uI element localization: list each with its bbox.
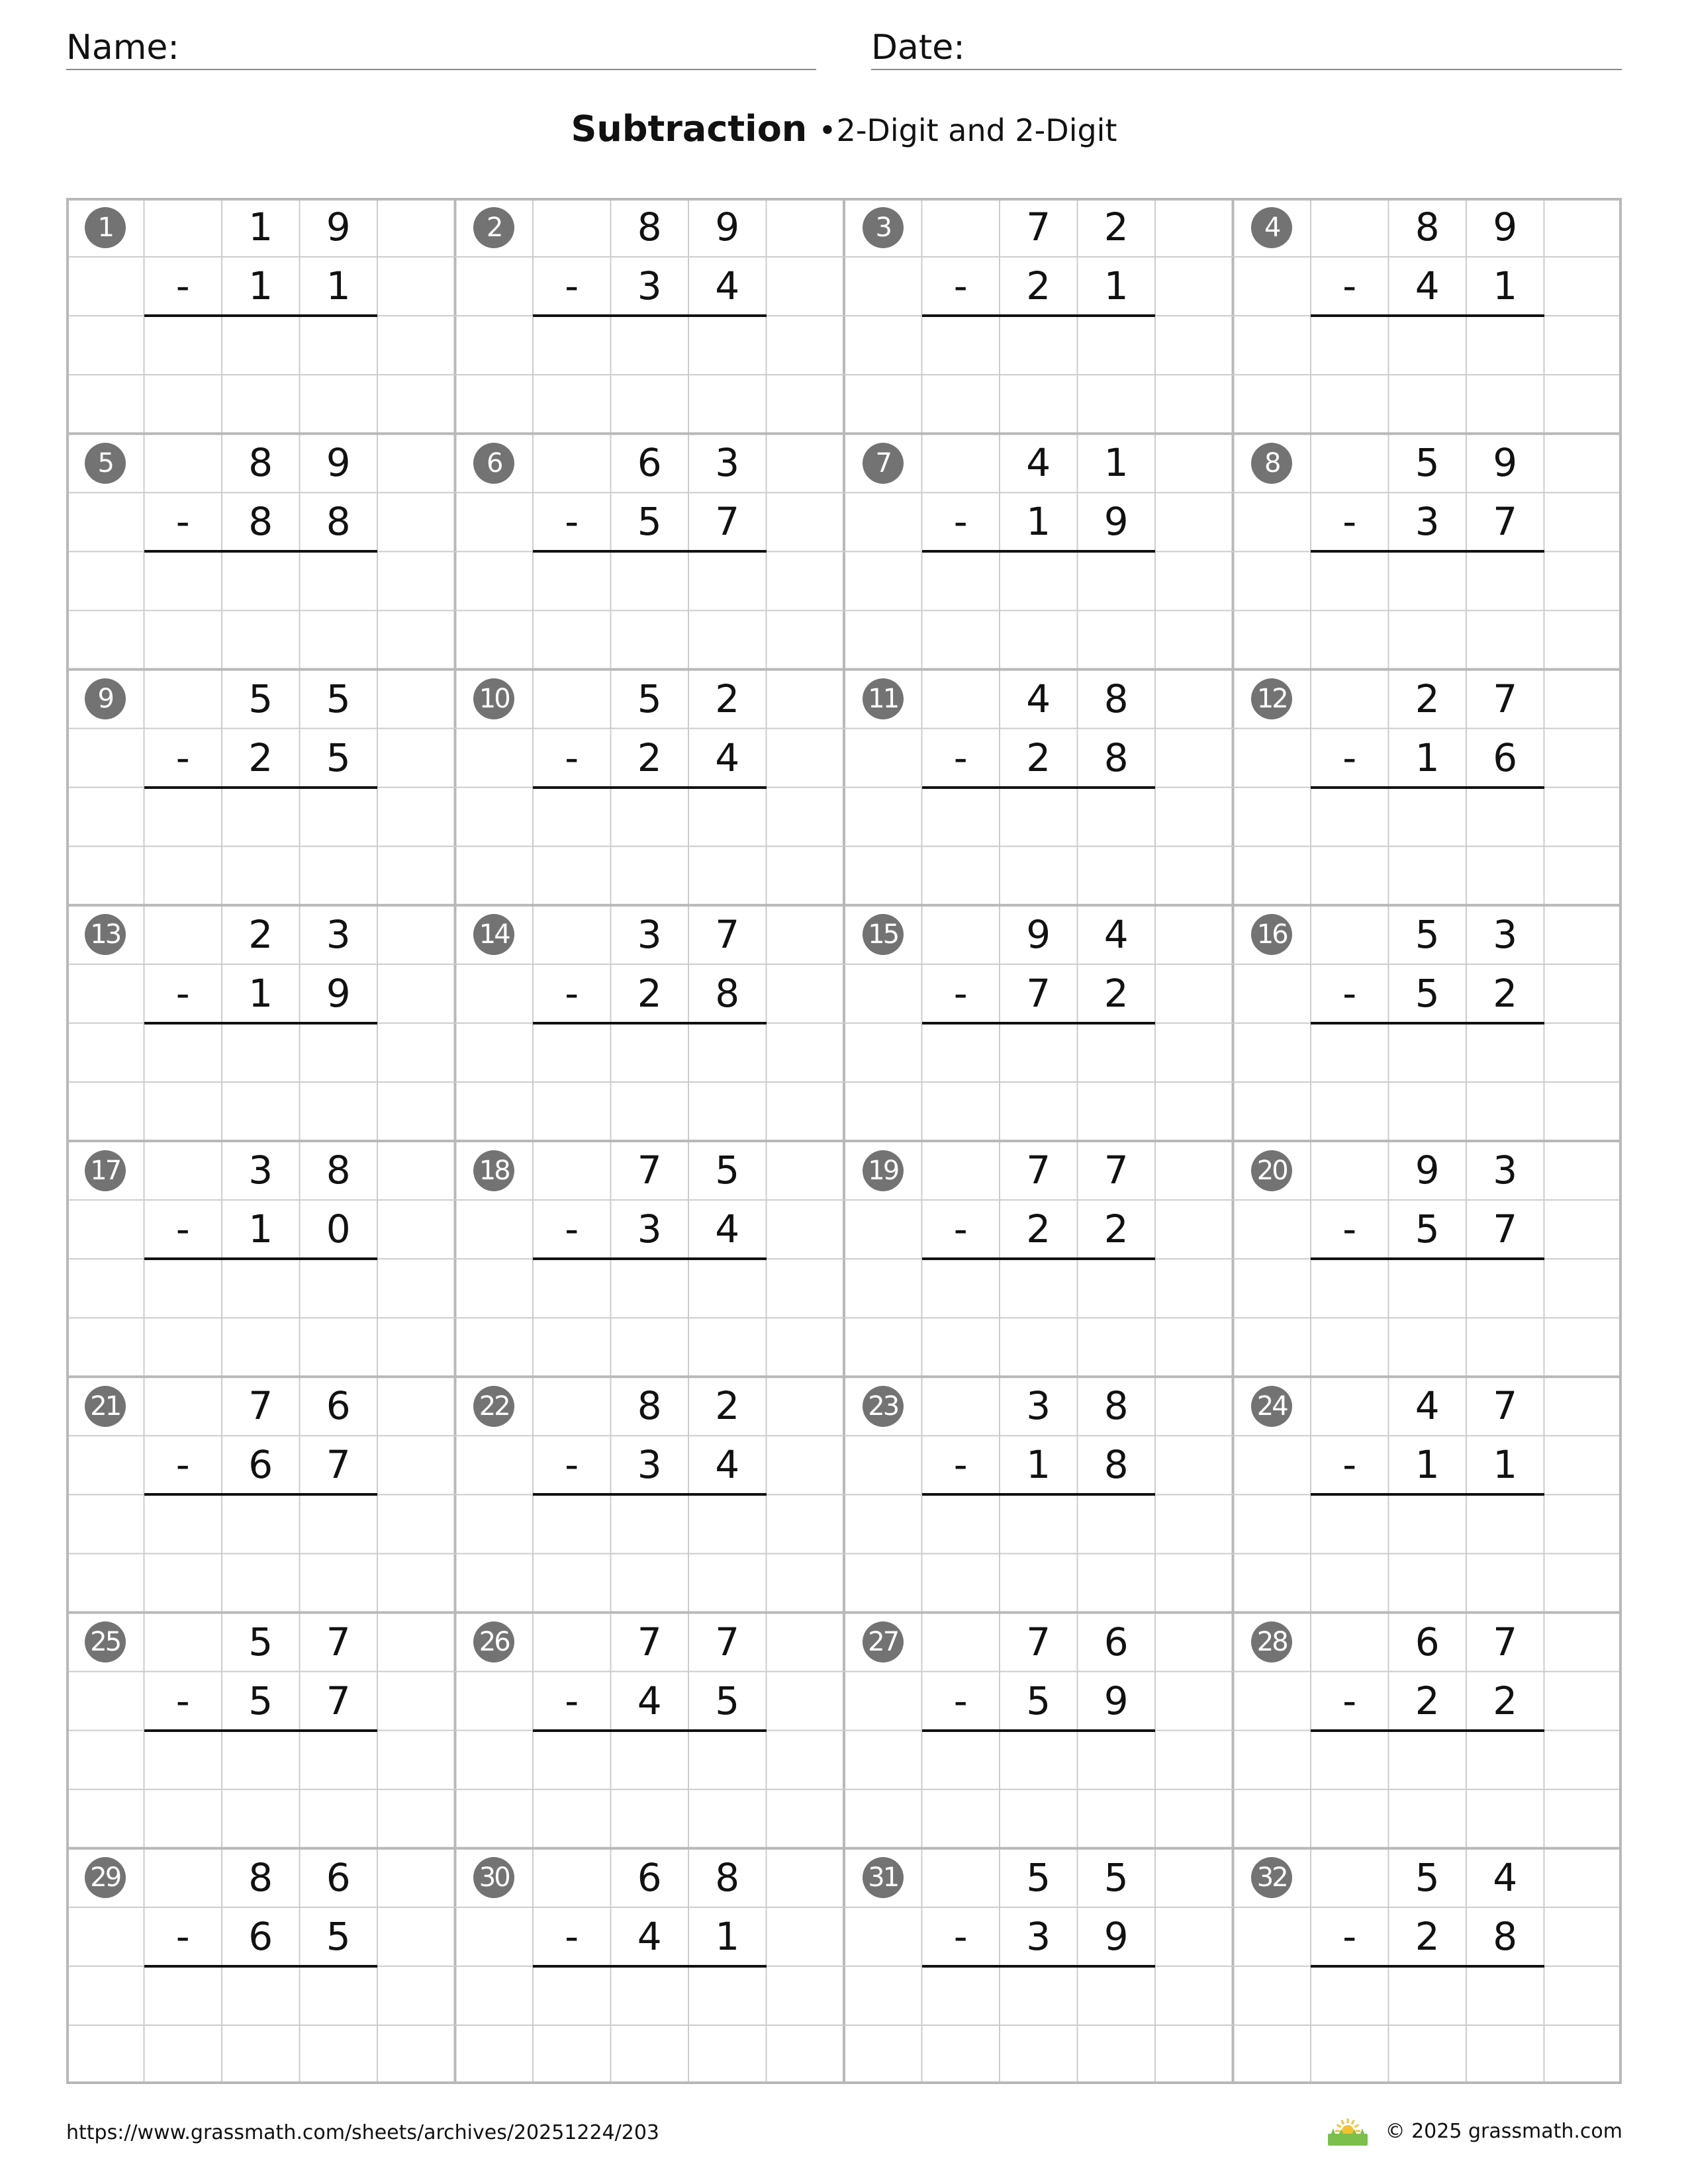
subtrahend-digit: 2 (1103, 970, 1129, 1016)
answer-area[interactable] (533, 316, 767, 433)
subtrahend-digit: 6 (248, 1913, 273, 1959)
footer-copyright: © 2025 grassmath.com (1385, 2119, 1622, 2143)
minuend-digit: 6 (326, 1854, 351, 1900)
subtrahend-digit: 4 (715, 263, 740, 309)
problem-card (66, 905, 455, 1141)
minus-sign: - (1342, 970, 1357, 1016)
answer-area[interactable] (533, 1731, 767, 1848)
subtrahend-digit: 5 (326, 1913, 351, 1959)
minuend-digit: 3 (715, 440, 740, 486)
minuend-digit: 5 (326, 676, 351, 721)
minuend-digit: 5 (1103, 1854, 1129, 1900)
title-subtitle: 2-Digit and 2-Digit (836, 113, 1117, 148)
minus-sign: - (953, 499, 968, 545)
problem-number-badge: 11 (863, 678, 904, 719)
problem-number-badge: 7 (863, 443, 904, 484)
problem-card (844, 1613, 1233, 1848)
minuend-digit: 3 (248, 1148, 273, 1193)
problem-number-badge: 5 (85, 443, 126, 484)
subtrahend-digit: 5 (1415, 970, 1440, 1016)
minuend-digit: 3 (637, 911, 662, 957)
subtrahend-digit: 7 (715, 499, 740, 545)
problem-card (844, 433, 1233, 669)
problem-number-badge: 20 (1251, 1150, 1292, 1191)
answer-area[interactable] (1311, 1494, 1544, 1612)
title-main: Subtraction (571, 108, 808, 150)
problem-number-badge: 3 (863, 207, 904, 248)
problem-number-badge: 6 (473, 443, 514, 484)
answer-area[interactable] (144, 316, 378, 433)
subtrahend-digit: 4 (715, 735, 740, 780)
subtrahend-digit: 8 (1103, 1442, 1129, 1488)
problem-number-badge: 2 (473, 207, 514, 248)
minuend-digit: 1 (248, 205, 273, 250)
minuend-digit: 9 (1026, 911, 1051, 957)
subtrahend-digit: 2 (1026, 735, 1051, 780)
minuend-digit: 7 (1026, 1148, 1051, 1193)
subtrahend-digit: 0 (326, 1206, 351, 1252)
problem-card (455, 670, 845, 905)
minus-sign: - (953, 263, 968, 309)
minuend-digit: 5 (1415, 1854, 1440, 1900)
answer-area[interactable] (922, 1259, 1156, 1377)
minuend-digit: 4 (1103, 911, 1129, 957)
problem-card (455, 905, 845, 1141)
minus-sign: - (1342, 1913, 1357, 1959)
minuend-digit: 2 (1103, 205, 1129, 250)
minuend-digit: 7 (248, 1383, 273, 1429)
grassmath-logo-icon (1326, 2116, 1370, 2146)
minus-sign: - (565, 263, 579, 309)
minus-sign: - (565, 970, 579, 1016)
minuend-digit: 8 (1103, 1383, 1129, 1429)
answer-area[interactable] (922, 788, 1156, 905)
minus-sign: - (1342, 1206, 1357, 1252)
answer-area[interactable] (144, 1731, 378, 1848)
answer-area[interactable] (144, 551, 378, 669)
subtrahend-digit: 7 (1493, 499, 1518, 545)
answer-area[interactable] (922, 1494, 1156, 1612)
subtrahend-digit: 1 (1493, 263, 1518, 309)
answer-area[interactable] (533, 551, 767, 669)
subtrahend-digit: 9 (1103, 499, 1129, 545)
problem-card (844, 1377, 1233, 1612)
minuend-digit: 8 (715, 1854, 740, 1900)
answer-area[interactable] (533, 788, 767, 905)
subtrahend-digit: 9 (326, 970, 351, 1016)
minuend-digit: 6 (1103, 1619, 1129, 1664)
subtrahend-digit: 9 (1103, 1678, 1129, 1723)
subtrahend-digit: 3 (637, 1206, 662, 1252)
problem-number-badge: 16 (1251, 914, 1292, 955)
answer-area[interactable] (144, 1494, 378, 1612)
subtrahend-digit: 5 (1026, 1678, 1051, 1723)
title-bullet: • (818, 113, 837, 148)
problem-number-badge: 26 (473, 1621, 514, 1662)
problem-card (455, 1848, 845, 2084)
minuend-digit: 7 (326, 1619, 351, 1664)
minuend-digit: 6 (637, 440, 662, 486)
minus-sign: - (1342, 263, 1357, 309)
subtrahend-digit: 4 (637, 1913, 662, 1959)
minuend-digit: 2 (248, 911, 273, 957)
problem-number-badge: 18 (473, 1150, 514, 1191)
minuend-digit: 5 (1415, 911, 1440, 957)
answer-area[interactable] (533, 1023, 767, 1141)
answer-area[interactable] (922, 551, 1156, 669)
minuend-digit: 5 (1026, 1854, 1051, 1900)
minus-sign: - (953, 1206, 968, 1252)
minuend-digit: 3 (1026, 1383, 1051, 1429)
answer-area[interactable] (922, 1731, 1156, 1848)
minuend-digit: 7 (1026, 1619, 1051, 1664)
minuend-digit: 5 (715, 1148, 740, 1193)
problem-card (1233, 905, 1622, 1141)
minuend-digit: 8 (326, 1148, 351, 1193)
subtrahend-digit: 1 (248, 1206, 273, 1252)
problem-card (1233, 670, 1622, 905)
minuend-digit: 6 (326, 1383, 351, 1429)
subtrahend-digit: 2 (1493, 1678, 1518, 1723)
minus-sign: - (953, 1913, 968, 1959)
subtrahend-digit: 6 (1493, 735, 1518, 780)
problem-number-badge: 4 (1251, 207, 1292, 248)
problem-card (66, 1141, 455, 1377)
subtrahend-digit: 2 (1415, 1678, 1440, 1723)
subtrahend-digit: 4 (715, 1442, 740, 1488)
answer-area[interactable] (144, 1259, 378, 1377)
minus-sign: - (175, 1913, 190, 1959)
footer-url[interactable]: https://www.grassmath.com/sheets/archives/20251224/203 (66, 2121, 660, 2144)
minuend-digit: 9 (326, 205, 351, 250)
subtrahend-digit: 7 (326, 1678, 351, 1723)
subtrahend-digit: 1 (248, 970, 273, 1016)
subtrahend-digit: 2 (1415, 1913, 1440, 1959)
subtrahend-digit: 1 (715, 1913, 740, 1959)
footer-brand (1326, 2111, 1622, 2151)
minuend-digit: 9 (1493, 440, 1518, 486)
name-label: Name: (66, 28, 179, 68)
answer-area[interactable] (1311, 316, 1544, 433)
worksheet-title (0, 106, 1688, 154)
problem-card (66, 1613, 455, 1848)
answer-area[interactable] (1311, 788, 1544, 905)
problem-number-badge: 14 (473, 914, 514, 955)
minuend-digit: 9 (326, 440, 351, 486)
minus-sign: - (175, 263, 190, 309)
answer-area[interactable] (533, 1494, 767, 1612)
subtrahend-digit: 4 (1415, 263, 1440, 309)
problem-card (66, 433, 455, 669)
problem-card (1233, 1848, 1622, 2084)
minus-sign: - (175, 1678, 190, 1723)
minuend-digit: 7 (637, 1148, 662, 1193)
subtrahend-digit: 8 (1103, 735, 1129, 780)
subtrahend-digit: 4 (715, 1206, 740, 1252)
minuend-digit: 6 (1415, 1619, 1440, 1664)
subtrahend-digit: 2 (1026, 1206, 1051, 1252)
minus-sign: - (565, 735, 579, 780)
subtrahend-digit: 2 (248, 735, 273, 780)
problem-number-badge: 21 (85, 1386, 126, 1427)
problem-number-badge: 15 (863, 914, 904, 955)
subtrahend-digit: 1 (1415, 735, 1440, 780)
problem-card (1233, 1377, 1622, 1612)
problem-number-badge: 10 (473, 678, 514, 719)
minus-sign: - (953, 970, 968, 1016)
subtrahend-digit: 3 (1415, 499, 1440, 545)
problem-card (66, 670, 455, 905)
name-field[interactable] (66, 24, 816, 70)
minus-sign: - (175, 1442, 190, 1488)
problem-card (66, 1377, 455, 1612)
subtrahend-digit: 5 (248, 1678, 273, 1723)
problem-number-badge: 24 (1251, 1386, 1292, 1427)
problem-card (1233, 1613, 1622, 1848)
subtrahend-digit: 2 (637, 735, 662, 780)
minuend-digit: 4 (1026, 676, 1051, 721)
problem-number-badge: 27 (863, 1621, 904, 1662)
minus-sign: - (1342, 1678, 1357, 1723)
minuend-digit: 4 (1415, 1383, 1440, 1429)
minus-sign: - (1342, 499, 1357, 545)
problem-number-badge: 12 (1251, 678, 1292, 719)
minuend-digit: 4 (1493, 1854, 1518, 1900)
subtrahend-digit: 2 (1026, 263, 1051, 309)
minus-sign: - (953, 1442, 968, 1488)
minuend-digit: 7 (715, 911, 740, 957)
subtrahend-digit: 5 (1415, 1206, 1440, 1252)
minus-sign: - (565, 499, 579, 545)
subtrahend-digit: 7 (326, 1442, 351, 1488)
minuend-digit: 3 (326, 911, 351, 957)
minuend-digit: 7 (637, 1619, 662, 1664)
problem-card (1233, 198, 1622, 433)
problem-number-badge: 25 (85, 1621, 126, 1662)
problem-number-badge: 23 (863, 1386, 904, 1427)
date-label: Date: (871, 28, 965, 68)
minus-sign: - (175, 735, 190, 780)
minuend-digit: 7 (1493, 676, 1518, 721)
problem-number-badge: 19 (863, 1150, 904, 1191)
answer-area[interactable] (922, 316, 1156, 433)
minus-sign: - (175, 499, 190, 545)
minuend-digit: 2 (715, 676, 740, 721)
answer-area[interactable] (922, 1023, 1156, 1141)
minuend-digit: 8 (1415, 205, 1440, 250)
problem-number-badge: 22 (473, 1386, 514, 1427)
minus-sign: - (175, 1206, 190, 1252)
minuend-digit: 5 (637, 676, 662, 721)
subtrahend-digit: 2 (1493, 970, 1518, 1016)
minuend-digit: 9 (1415, 1148, 1440, 1193)
minuend-digit: 8 (248, 440, 273, 486)
problem-card (844, 1848, 1233, 2084)
subtrahend-digit: 1 (1026, 499, 1051, 545)
subtrahend-digit: 5 (326, 735, 351, 780)
problem-card (455, 1141, 845, 1377)
subtrahend-digit: 5 (715, 1678, 740, 1723)
problem-number-badge: 13 (85, 914, 126, 955)
problem-number-badge: 9 (85, 678, 126, 719)
problem-number-badge: 17 (85, 1150, 126, 1191)
subtrahend-digit: 8 (248, 499, 273, 545)
subtrahend-digit: 7 (1026, 970, 1051, 1016)
problem-number-badge: 32 (1251, 1857, 1292, 1898)
subtrahend-digit: 3 (637, 263, 662, 309)
minuend-digit: 1 (1103, 440, 1129, 486)
answer-area[interactable] (144, 1966, 378, 2084)
minus-sign: - (953, 1678, 968, 1723)
subtrahend-digit: 4 (637, 1678, 662, 1723)
problem-card (66, 198, 455, 433)
subtrahend-digit: 1 (1493, 1442, 1518, 1488)
problem-card (844, 670, 1233, 905)
subtrahend-digit: 1 (1103, 263, 1129, 309)
answer-area[interactable] (922, 1966, 1156, 2084)
minus-sign: - (953, 735, 968, 780)
minuend-digit: 2 (1415, 676, 1440, 721)
minuend-digit: 5 (1415, 440, 1440, 486)
answer-area[interactable] (1311, 1966, 1544, 2084)
subtrahend-digit: 2 (637, 970, 662, 1016)
problem-card (844, 1141, 1233, 1377)
subtrahend-digit: 1 (1026, 1442, 1051, 1488)
answer-area[interactable] (1311, 1259, 1544, 1377)
problem-card (844, 905, 1233, 1141)
minus-sign: - (565, 1206, 579, 1252)
problem-card (455, 198, 845, 433)
minus-sign: - (565, 1678, 579, 1723)
answer-area[interactable] (533, 1259, 767, 1377)
minuend-digit: 9 (715, 205, 740, 250)
minuend-digit: 7 (1493, 1383, 1518, 1429)
minuend-digit: 9 (1493, 205, 1518, 250)
answer-area[interactable] (1311, 1731, 1544, 1848)
minus-sign: - (1342, 735, 1357, 780)
subtrahend-digit: 8 (715, 970, 740, 1016)
minuend-digit: 8 (1103, 676, 1129, 721)
minus-sign: - (1342, 1442, 1357, 1488)
minus-sign: - (175, 970, 190, 1016)
subtrahend-digit: 1 (248, 263, 273, 309)
problem-number-badge: 8 (1251, 443, 1292, 484)
minuend-digit: 7 (1493, 1619, 1518, 1664)
problem-number-badge: 1 (85, 207, 126, 248)
minuend-digit: 8 (248, 1854, 273, 1900)
subtrahend-digit: 1 (326, 263, 351, 309)
answer-area[interactable] (1311, 551, 1544, 669)
problem-card (844, 198, 1233, 433)
problem-card (66, 1848, 455, 2084)
answer-area[interactable] (144, 788, 378, 905)
minuend-digit: 7 (715, 1619, 740, 1664)
problem-grid (66, 198, 1622, 2084)
problem-card (1233, 1141, 1622, 1377)
problem-number-badge: 31 (863, 1857, 904, 1898)
minuend-digit: 8 (637, 1383, 662, 1429)
minus-sign: - (565, 1442, 579, 1488)
minuend-digit: 8 (637, 205, 662, 250)
minuend-digit: 5 (248, 676, 273, 721)
problem-card (455, 433, 845, 669)
problem-card (455, 1377, 845, 1612)
minuend-digit: 7 (1103, 1148, 1129, 1193)
minus-sign: - (565, 1913, 579, 1959)
subtrahend-digit: 3 (637, 1442, 662, 1488)
subtrahend-digit: 1 (1415, 1442, 1440, 1488)
subtrahend-digit: 9 (1103, 1913, 1129, 1959)
answer-area[interactable] (144, 1023, 378, 1141)
minuend-digit: 7 (1026, 205, 1051, 250)
subtrahend-digit: 3 (1026, 1913, 1051, 1959)
subtrahend-digit: 6 (248, 1442, 273, 1488)
subtrahend-digit: 8 (1493, 1913, 1518, 1959)
minuend-digit: 6 (637, 1854, 662, 1900)
answer-area[interactable] (1311, 1023, 1544, 1141)
answer-area[interactable] (533, 1966, 767, 2084)
problem-card (455, 1613, 845, 1848)
subtrahend-digit: 2 (1103, 1206, 1129, 1252)
minuend-digit: 3 (1493, 1148, 1518, 1193)
minuend-digit: 3 (1493, 911, 1518, 957)
date-field[interactable] (871, 24, 1622, 70)
subtrahend-digit: 8 (326, 499, 351, 545)
problem-number-badge: 28 (1251, 1621, 1292, 1662)
minuend-digit: 4 (1026, 440, 1051, 486)
subtrahend-digit: 5 (637, 499, 662, 545)
minuend-digit: 2 (715, 1383, 740, 1429)
minuend-digit: 5 (248, 1619, 273, 1664)
subtrahend-digit: 7 (1493, 1206, 1518, 1252)
problem-number-badge: 29 (85, 1857, 126, 1898)
problem-number-badge: 30 (473, 1857, 514, 1898)
problem-card (1233, 433, 1622, 669)
